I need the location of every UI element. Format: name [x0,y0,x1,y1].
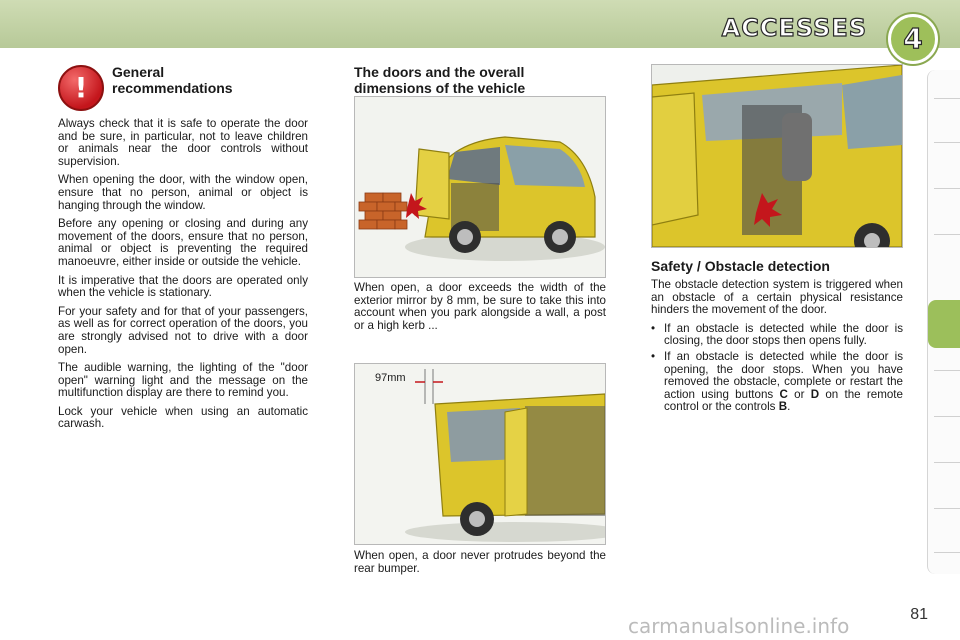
measure-label: 97mm [375,372,406,384]
tab-divider [934,416,960,417]
general-para: When opening the door, with the window open, ensure that no person, animal or object is hanging through the window. [58,173,308,212]
car-door-open-illustration [354,96,606,278]
general-para: Always check that it is safe to operate the door and be sure, in particular, not to leave children or animals near the door controls without supervision. [58,117,308,168]
safety-bullets [651,323,903,414]
general-para: It is imperative that the doors are operated only when the vehicle is stationary. [58,273,308,300]
control-b-label: B [778,400,788,414]
car-side-door-illustration [354,363,606,545]
caption-text: When open, a door never protrudes beyond the rear bumper. [354,549,606,575]
safety-heading: Safety / Obstacle detection [651,258,830,274]
general-para: The audible warning, the lighting of the "door open" warning light and the message on the multifunction display are there to remind you. [58,361,308,400]
active-chapter-tab [928,300,960,348]
caption-text: When open, a door exceeds the width of the exterior mirror by 8 mm, be sure to take this into account when you park alongside a wall, a post or a high kerb ... [354,281,606,332]
page-number: 81 [910,606,928,623]
chapter-badge [888,14,938,64]
button-c-label: C [779,387,788,401]
chapter-number: 4 [903,22,923,55]
chapter-tabs [927,70,960,574]
general-para: Before any opening or closing and during any movement of the doors, ensure that no person, animal or object is preventing the required manoeuvre, either inside or outside the vehicle. [58,217,308,268]
bullet-text: . [787,400,791,414]
tab-divider [934,188,960,189]
general-para: For your safety and for that of your passengers, as well as for correct operation of the doors, you are strongly advised not to drive with a door open. [58,304,308,356]
dimensions-caption-1 [354,282,606,338]
obstacle-detection-illustration [651,64,903,248]
safety-intro: The obstacle detection system is triggered when an obstacle of a certain physical resistance hinders the movement of the door. [651,278,903,317]
tab-divider [934,552,960,553]
chapter-title: ACCESSES [721,14,867,42]
tab-divider [934,508,960,509]
general-text [58,118,308,437]
bullet-text: If an obstacle is detected while the door is opening, the door stops. When you have removed the obstacle, complete or restart the action using buttons [664,349,903,401]
dimensions-caption-2 [354,550,606,581]
bullet-text: on the remote control or the controls [664,387,903,414]
dimensions-heading: The doors and the overall dimensions of the vehicle [354,64,526,96]
bullet-text: or [787,387,811,401]
safety-bullet [651,351,903,414]
tab-divider [934,98,960,99]
safety-bullet: • If an obstacle is detected while the door is closing, the door stops then opens fully. [651,323,903,348]
tab-divider [934,142,960,143]
button-d-label: D [810,387,820,401]
watermark: carmanualsonline.info [628,614,850,638]
tab-divider [934,370,960,371]
tab-divider [934,462,960,463]
safety-text [651,279,903,417]
general-para: Lock your vehicle when using an automatic carwash. [58,404,308,431]
general-heading: General recommendations [112,64,233,96]
tab-divider [934,234,960,235]
warning-icon: ! [58,65,104,111]
